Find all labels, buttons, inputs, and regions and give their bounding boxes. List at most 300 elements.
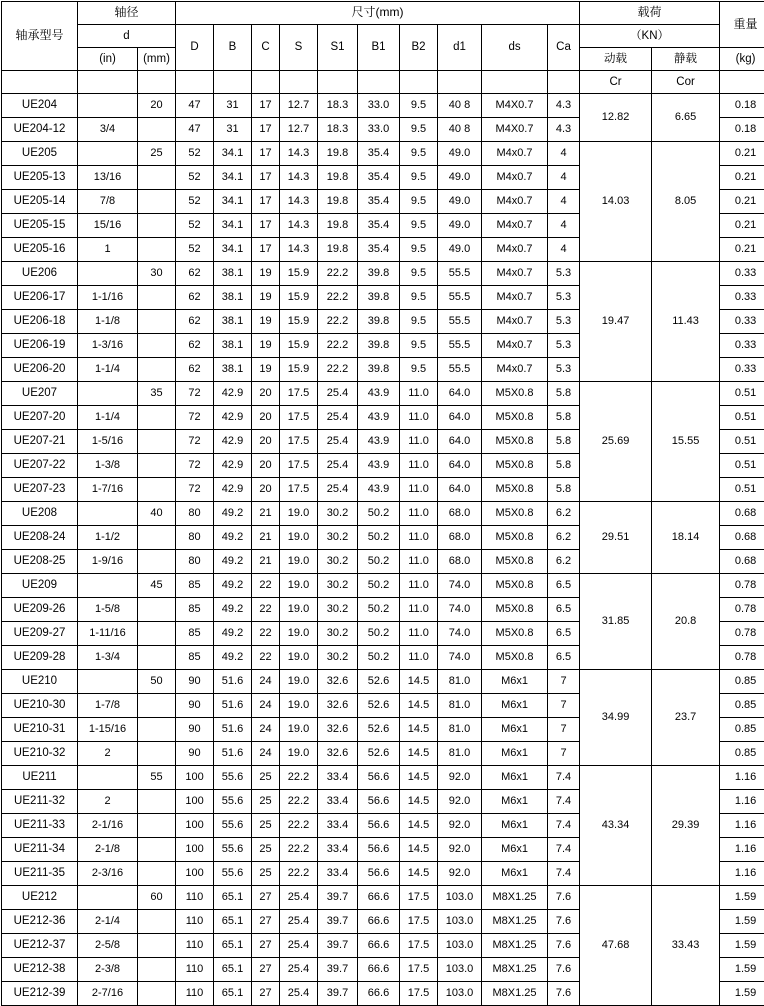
cell-d1: 103.0	[438, 934, 482, 958]
cell-B1: 66.6	[358, 910, 400, 934]
header-load-group: 载荷	[580, 2, 720, 25]
cell-shaft-mm	[138, 862, 176, 886]
cell-model: UE205-16	[2, 238, 78, 262]
header-S: S	[280, 25, 318, 71]
cell-weight: 0.51	[720, 454, 764, 478]
cell-S: 14.3	[280, 166, 318, 190]
cell-B: 49.2	[214, 646, 252, 670]
cell-B1: 50.2	[358, 526, 400, 550]
header-spacer-D	[176, 71, 214, 94]
table-row	[2, 574, 764, 598]
cell-shaft-mm	[138, 310, 176, 334]
cell-B2: 14.5	[400, 670, 438, 694]
cell-d1: 92.0	[438, 814, 482, 838]
cell-ds: M4X0.7	[482, 94, 548, 118]
cell-B1: 35.4	[358, 214, 400, 238]
cell-B1: 56.6	[358, 766, 400, 790]
cell-ds: M4x0.7	[482, 166, 548, 190]
cell-B2: 11.0	[400, 382, 438, 406]
cell-B2: 11.0	[400, 574, 438, 598]
cell-B2: 17.5	[400, 958, 438, 982]
cell-model: UE206	[2, 262, 78, 286]
cell-Ca: 5.3	[548, 310, 580, 334]
cell-B1: 56.6	[358, 790, 400, 814]
cell-d1: 49.0	[438, 142, 482, 166]
cell-model: UE207-22	[2, 454, 78, 478]
cell-S: 19.0	[280, 670, 318, 694]
cell-B2: 11.0	[400, 550, 438, 574]
cell-weight: 1.59	[720, 910, 764, 934]
cell-d1: 55.5	[438, 286, 482, 310]
cell-C: 25	[252, 862, 280, 886]
cell-d1: 49.0	[438, 214, 482, 238]
cell-shaft-in: 1-3/8	[78, 454, 138, 478]
cell-Ca: 5.3	[548, 262, 580, 286]
cell-ds: M5X0.8	[482, 502, 548, 526]
header-cor: Cor	[652, 71, 720, 94]
cell-C: 20	[252, 478, 280, 502]
header-spacer-mm	[138, 71, 176, 94]
cell-model: UE207-21	[2, 430, 78, 454]
cell-d1: 68.0	[438, 526, 482, 550]
cell-D: 72	[176, 406, 214, 430]
header-row-1	[2, 2, 764, 25]
header-cr: Cr	[580, 71, 652, 94]
cell-B: 38.1	[214, 358, 252, 382]
cell-B: 34.1	[214, 238, 252, 262]
cell-B2: 17.5	[400, 982, 438, 1006]
cell-ds: M4X0.7	[482, 118, 548, 142]
cell-dynamic-load: 29.51	[580, 502, 652, 574]
cell-C: 27	[252, 910, 280, 934]
cell-D: 100	[176, 766, 214, 790]
cell-model: UE211-34	[2, 838, 78, 862]
cell-shaft-in: 1-11/16	[78, 622, 138, 646]
cell-model: UE207-23	[2, 478, 78, 502]
cell-C: 27	[252, 958, 280, 982]
cell-S1: 19.8	[318, 142, 358, 166]
table-row	[2, 382, 764, 406]
cell-weight: 0.85	[720, 742, 764, 766]
cell-ds: M5X0.8	[482, 382, 548, 406]
cell-Ca: 5.8	[548, 454, 580, 478]
cell-d1: 40 8	[438, 118, 482, 142]
cell-dynamic-load: 14.03	[580, 142, 652, 262]
cell-model: UE212-38	[2, 958, 78, 982]
cell-ds: M4x0.7	[482, 238, 548, 262]
cell-B: 38.1	[214, 310, 252, 334]
cell-B1: 50.2	[358, 598, 400, 622]
cell-B: 65.1	[214, 910, 252, 934]
cell-weight: 1.16	[720, 838, 764, 862]
cell-B2: 11.0	[400, 478, 438, 502]
cell-shaft-mm	[138, 622, 176, 646]
cell-B1: 43.9	[358, 406, 400, 430]
cell-S1: 22.2	[318, 358, 358, 382]
cell-ds: M4x0.7	[482, 310, 548, 334]
cell-B2: 11.0	[400, 430, 438, 454]
cell-Ca: 6.2	[548, 550, 580, 574]
cell-shaft-mm	[138, 694, 176, 718]
cell-S1: 32.6	[318, 670, 358, 694]
cell-shaft-in: 1-1/2	[78, 526, 138, 550]
cell-B2: 17.5	[400, 934, 438, 958]
cell-B1: 39.8	[358, 358, 400, 382]
header-shaft-diameter-group: 轴径	[78, 2, 176, 25]
bearing-spec-table	[1, 1, 764, 1006]
cell-ds: M5X0.8	[482, 598, 548, 622]
cell-weight: 1.16	[720, 862, 764, 886]
cell-shaft-mm: 45	[138, 574, 176, 598]
cell-B2: 11.0	[400, 406, 438, 430]
header-spacer-S	[280, 71, 318, 94]
cell-model: UE205	[2, 142, 78, 166]
cell-model: UE208-25	[2, 550, 78, 574]
cell-ds: M8X1.25	[482, 982, 548, 1006]
cell-Ca: 5.3	[548, 334, 580, 358]
cell-B: 51.6	[214, 694, 252, 718]
cell-S: 19.0	[280, 694, 318, 718]
table-row	[2, 142, 764, 166]
cell-static-load: 23.7	[652, 670, 720, 766]
cell-Ca: 7	[548, 694, 580, 718]
cell-shaft-mm	[138, 286, 176, 310]
cell-C: 25	[252, 766, 280, 790]
cell-shaft-mm	[138, 358, 176, 382]
cell-shaft-in: 2-3/16	[78, 862, 138, 886]
cell-B1: 39.8	[358, 262, 400, 286]
cell-D: 47	[176, 94, 214, 118]
cell-ds: M8X1.25	[482, 910, 548, 934]
cell-B2: 14.5	[400, 718, 438, 742]
cell-Ca: 6.2	[548, 526, 580, 550]
header-B: B	[214, 25, 252, 71]
cell-B1: 39.8	[358, 286, 400, 310]
cell-S: 19.0	[280, 622, 318, 646]
cell-shaft-mm	[138, 646, 176, 670]
cell-weight: 0.21	[720, 166, 764, 190]
cell-Ca: 5.8	[548, 478, 580, 502]
cell-Ca: 7.6	[548, 934, 580, 958]
cell-S: 15.9	[280, 286, 318, 310]
cell-D: 110	[176, 886, 214, 910]
cell-Ca: 7.4	[548, 838, 580, 862]
cell-B: 49.2	[214, 574, 252, 598]
header-weight-unit: (kg)	[720, 48, 764, 71]
cell-d1: 81.0	[438, 742, 482, 766]
cell-model: UE212	[2, 886, 78, 910]
cell-Ca: 7.4	[548, 790, 580, 814]
cell-ds: M4x0.7	[482, 142, 548, 166]
cell-model: UE210-32	[2, 742, 78, 766]
cell-S: 25.4	[280, 982, 318, 1006]
cell-B: 34.1	[214, 190, 252, 214]
cell-shaft-in: 1-5/8	[78, 598, 138, 622]
cell-model: UE211-32	[2, 790, 78, 814]
cell-dynamic-load: 47.68	[580, 886, 652, 1006]
cell-B2: 9.5	[400, 286, 438, 310]
cell-B2: 11.0	[400, 598, 438, 622]
cell-B: 42.9	[214, 382, 252, 406]
cell-B2: 9.5	[400, 262, 438, 286]
cell-C: 19	[252, 286, 280, 310]
cell-static-load: 11.43	[652, 262, 720, 382]
cell-weight: 0.51	[720, 430, 764, 454]
cell-d1: 92.0	[438, 838, 482, 862]
cell-ds: M4x0.7	[482, 358, 548, 382]
cell-S1: 32.6	[318, 718, 358, 742]
cell-ds: M8X1.25	[482, 934, 548, 958]
cell-static-load: 29.39	[652, 766, 720, 886]
cell-S: 17.5	[280, 478, 318, 502]
cell-Ca: 7	[548, 718, 580, 742]
cell-B2: 11.0	[400, 646, 438, 670]
cell-B1: 66.6	[358, 934, 400, 958]
cell-C: 24	[252, 718, 280, 742]
cell-S1: 18.3	[318, 94, 358, 118]
table-header	[2, 2, 764, 94]
cell-S1: 39.7	[318, 982, 358, 1006]
cell-weight: 0.85	[720, 670, 764, 694]
cell-S1: 19.8	[318, 214, 358, 238]
cell-shaft-mm	[138, 790, 176, 814]
cell-D: 100	[176, 838, 214, 862]
cell-S: 14.3	[280, 142, 318, 166]
cell-B2: 11.0	[400, 622, 438, 646]
cell-ds: M6x1	[482, 814, 548, 838]
cell-B: 42.9	[214, 478, 252, 502]
cell-B2: 9.5	[400, 238, 438, 262]
cell-S1: 39.7	[318, 886, 358, 910]
cell-shaft-in: 1-15/16	[78, 718, 138, 742]
table-row	[2, 94, 764, 118]
header-spacer-in	[78, 71, 138, 94]
cell-shaft-mm	[138, 334, 176, 358]
cell-B1: 50.2	[358, 502, 400, 526]
cell-D: 85	[176, 646, 214, 670]
cell-B1: 43.9	[358, 454, 400, 478]
cell-S1: 25.4	[318, 406, 358, 430]
cell-ds: M5X0.8	[482, 406, 548, 430]
header-spacer-S1	[318, 71, 358, 94]
cell-shaft-in: 1-5/16	[78, 430, 138, 454]
cell-shaft-in: 2	[78, 790, 138, 814]
cell-D: 85	[176, 574, 214, 598]
cell-S: 22.2	[280, 814, 318, 838]
cell-shaft-mm	[138, 118, 176, 142]
cell-S1: 25.4	[318, 478, 358, 502]
cell-Ca: 5.3	[548, 286, 580, 310]
cell-Ca: 7.4	[548, 814, 580, 838]
cell-model: UE212-36	[2, 910, 78, 934]
cell-D: 80	[176, 526, 214, 550]
header-spacer-d1	[438, 71, 482, 94]
cell-S: 25.4	[280, 886, 318, 910]
cell-Ca: 6.5	[548, 598, 580, 622]
cell-S: 15.9	[280, 334, 318, 358]
cell-B2: 17.5	[400, 886, 438, 910]
cell-S1: 22.2	[318, 262, 358, 286]
cell-S1: 30.2	[318, 502, 358, 526]
cell-B: 65.1	[214, 934, 252, 958]
header-spacer-C	[252, 71, 280, 94]
cell-shaft-in: 13/16	[78, 166, 138, 190]
cell-d1: 81.0	[438, 694, 482, 718]
cell-B1: 66.6	[358, 982, 400, 1006]
cell-shaft-mm	[138, 238, 176, 262]
cell-ds: M5X0.8	[482, 526, 548, 550]
cell-model: UE212-37	[2, 934, 78, 958]
cell-S: 22.2	[280, 838, 318, 862]
cell-B: 34.1	[214, 142, 252, 166]
cell-Ca: 4	[548, 214, 580, 238]
cell-static-load: 20.8	[652, 574, 720, 670]
cell-Ca: 6.2	[548, 502, 580, 526]
cell-model: UE205-13	[2, 166, 78, 190]
header-model: 轴承型号	[2, 2, 78, 71]
cell-B: 34.1	[214, 214, 252, 238]
cell-C: 27	[252, 886, 280, 910]
header-shaft-d: d	[78, 25, 176, 48]
cell-S: 14.3	[280, 190, 318, 214]
cell-D: 52	[176, 166, 214, 190]
cell-d1: 74.0	[438, 646, 482, 670]
cell-shaft-mm	[138, 718, 176, 742]
cell-shaft-mm	[138, 742, 176, 766]
cell-shaft-mm: 55	[138, 766, 176, 790]
cell-model: UE210-31	[2, 718, 78, 742]
cell-C: 20	[252, 406, 280, 430]
cell-model: UE208	[2, 502, 78, 526]
cell-B2: 14.5	[400, 694, 438, 718]
cell-C: 20	[252, 454, 280, 478]
header-d1: d1	[438, 25, 482, 71]
cell-S1: 39.7	[318, 958, 358, 982]
header-S1: S1	[318, 25, 358, 71]
cell-S: 14.3	[280, 214, 318, 238]
cell-S: 25.4	[280, 934, 318, 958]
cell-S: 19.0	[280, 718, 318, 742]
cell-D: 52	[176, 214, 214, 238]
cell-d1: 64.0	[438, 478, 482, 502]
cell-shaft-mm: 35	[138, 382, 176, 406]
cell-weight: 1.59	[720, 982, 764, 1006]
cell-shaft-mm: 60	[138, 886, 176, 910]
cell-S: 25.4	[280, 958, 318, 982]
cell-B1: 50.2	[358, 622, 400, 646]
cell-ds: M6x1	[482, 670, 548, 694]
cell-D: 100	[176, 790, 214, 814]
cell-S: 15.9	[280, 358, 318, 382]
cell-dynamic-load: 25.69	[580, 382, 652, 502]
cell-shaft-in: 2-5/8	[78, 934, 138, 958]
cell-B: 51.6	[214, 670, 252, 694]
cell-ds: M5X0.8	[482, 574, 548, 598]
cell-S: 22.2	[280, 862, 318, 886]
cell-S: 17.5	[280, 454, 318, 478]
cell-B1: 56.6	[358, 862, 400, 886]
cell-dynamic-load: 19.47	[580, 262, 652, 382]
cell-model: UE206-20	[2, 358, 78, 382]
cell-ds: M6x1	[482, 790, 548, 814]
cell-model: UE212-39	[2, 982, 78, 1006]
header-D: D	[176, 25, 214, 71]
cell-d1: 49.0	[438, 238, 482, 262]
cell-C: 21	[252, 550, 280, 574]
cell-shaft-in	[78, 382, 138, 406]
cell-C: 17	[252, 214, 280, 238]
cell-ds: M5X0.8	[482, 430, 548, 454]
cell-weight: 0.51	[720, 382, 764, 406]
cell-shaft-mm	[138, 526, 176, 550]
cell-C: 17	[252, 94, 280, 118]
cell-weight: 1.16	[720, 790, 764, 814]
cell-S1: 32.6	[318, 694, 358, 718]
cell-weight: 0.33	[720, 334, 764, 358]
header-dynamic-load: 动载	[580, 48, 652, 71]
cell-S1: 33.4	[318, 790, 358, 814]
table-row	[2, 502, 764, 526]
cell-d1: 49.0	[438, 190, 482, 214]
cell-B: 31	[214, 94, 252, 118]
cell-ds: M4x0.7	[482, 262, 548, 286]
cell-B: 65.1	[214, 886, 252, 910]
cell-ds: M6x1	[482, 766, 548, 790]
cell-model: UE208-24	[2, 526, 78, 550]
cell-C: 22	[252, 646, 280, 670]
cell-S1: 33.4	[318, 766, 358, 790]
cell-B2: 14.5	[400, 790, 438, 814]
cell-weight: 0.78	[720, 622, 764, 646]
cell-S1: 18.3	[318, 118, 358, 142]
cell-S1: 33.4	[318, 814, 358, 838]
cell-Ca: 7.6	[548, 886, 580, 910]
cell-shaft-in	[78, 766, 138, 790]
cell-D: 90	[176, 742, 214, 766]
cell-B: 42.9	[214, 406, 252, 430]
cell-d1: 81.0	[438, 718, 482, 742]
header-ds: ds	[482, 25, 548, 71]
cell-D: 90	[176, 670, 214, 694]
cell-model: UE210-30	[2, 694, 78, 718]
cell-shaft-mm: 20	[138, 94, 176, 118]
cell-shaft-in: 1-3/4	[78, 646, 138, 670]
cell-D: 62	[176, 262, 214, 286]
cell-B: 38.1	[214, 334, 252, 358]
cell-ds: M6x1	[482, 742, 548, 766]
cell-Ca: 7.6	[548, 910, 580, 934]
cell-B: 65.1	[214, 958, 252, 982]
cell-shaft-in: 1-1/16	[78, 286, 138, 310]
cell-weight: 0.78	[720, 574, 764, 598]
cell-S: 12.7	[280, 94, 318, 118]
cell-D: 90	[176, 694, 214, 718]
cell-ds: M4x0.7	[482, 190, 548, 214]
cell-S: 19.0	[280, 526, 318, 550]
cell-d1: 103.0	[438, 886, 482, 910]
cell-B1: 52.6	[358, 718, 400, 742]
cell-B1: 35.4	[358, 238, 400, 262]
cell-shaft-in	[78, 670, 138, 694]
cell-S1: 19.8	[318, 238, 358, 262]
cell-shaft-mm	[138, 598, 176, 622]
cell-weight: 1.59	[720, 958, 764, 982]
cell-ds: M8X1.25	[482, 886, 548, 910]
cell-static-load: 8.05	[652, 142, 720, 262]
cell-shaft-mm: 30	[138, 262, 176, 286]
cell-model: UE209-26	[2, 598, 78, 622]
cell-ds: M6x1	[482, 718, 548, 742]
